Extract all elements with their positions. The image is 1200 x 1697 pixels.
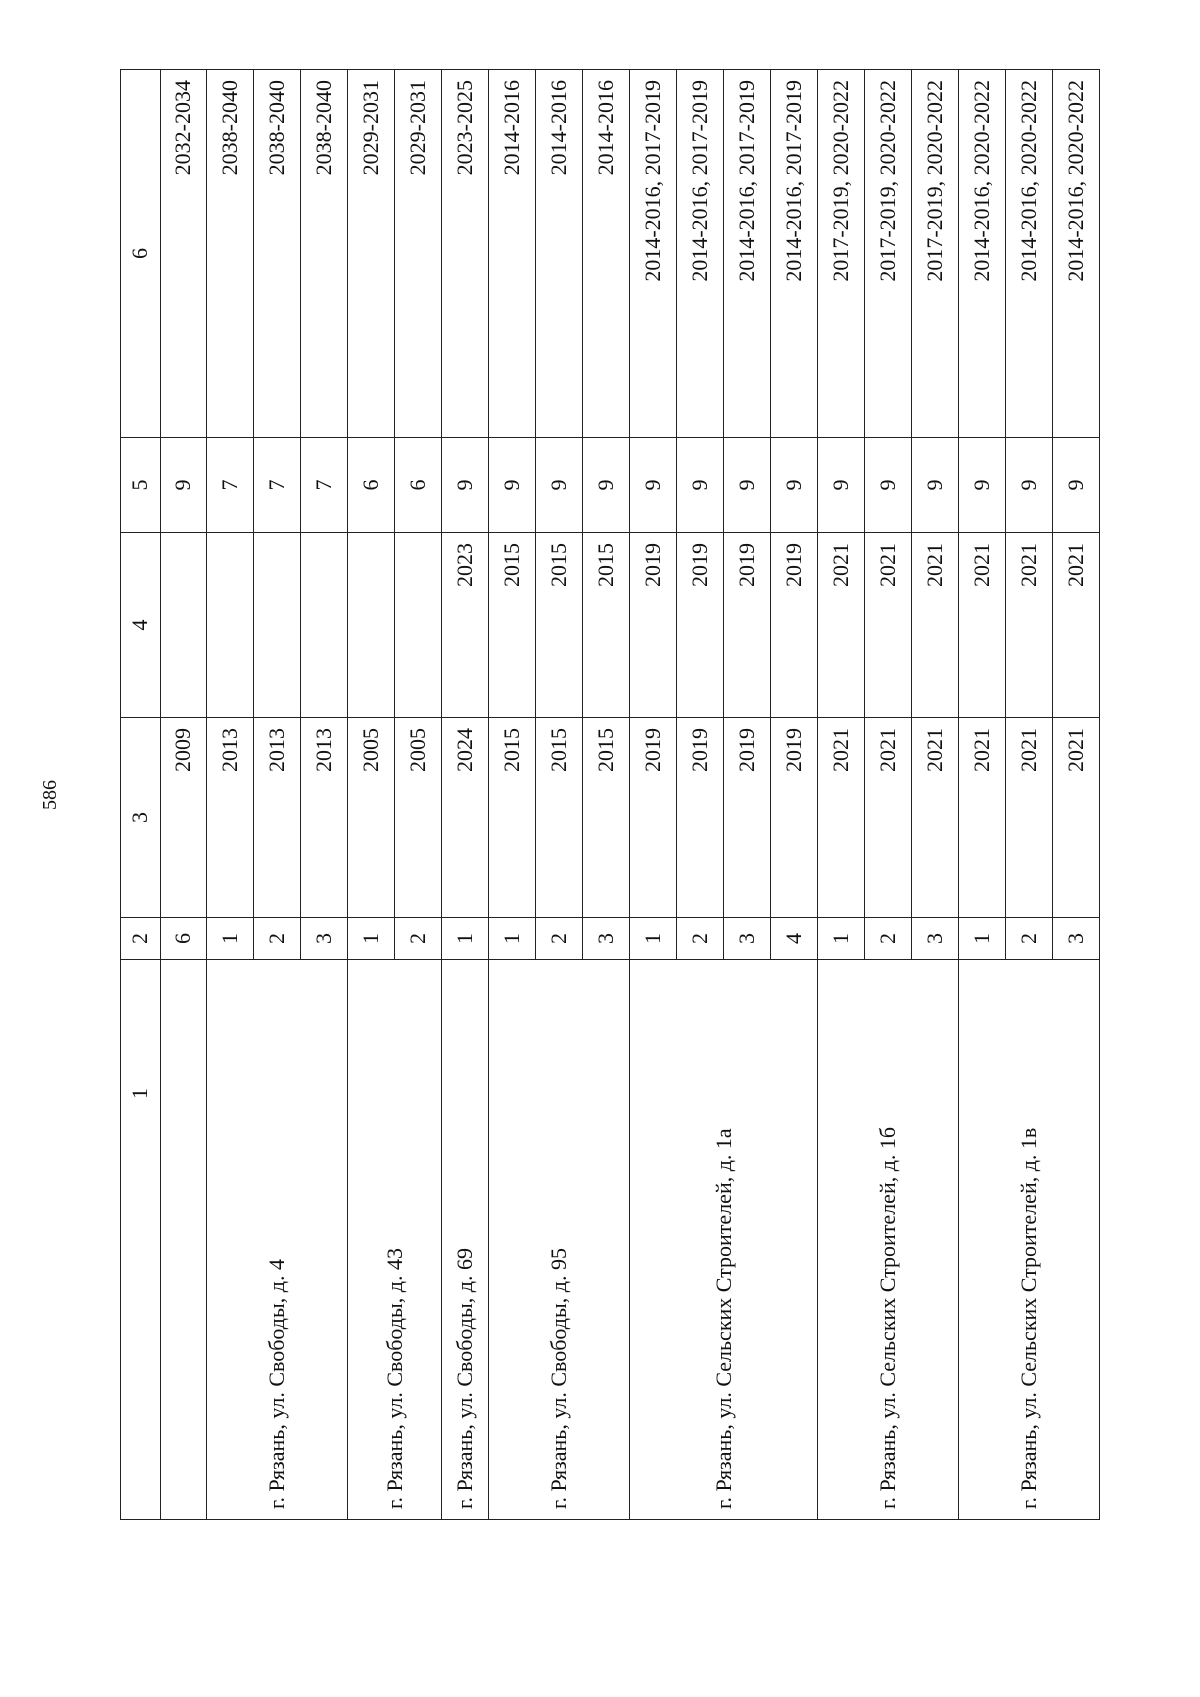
col-5-cell: 9	[1052, 438, 1099, 533]
col-5-cell: 6	[395, 438, 442, 533]
year-col-4-cell: 2021	[912, 533, 959, 718]
element-number-cell: 1	[630, 918, 677, 960]
header-col-2: 2	[121, 918, 161, 960]
document-table	[120, 69, 1100, 1520]
col-5-cell: 9	[1005, 438, 1052, 533]
table-body	[121, 70, 1100, 1520]
year-col-3-cell: 2021	[1052, 718, 1099, 918]
col-5-cell: 9	[912, 438, 959, 533]
col-5-cell: 9	[818, 438, 865, 533]
col-5-cell: 9	[442, 438, 489, 533]
element-number-cell: 2	[254, 918, 301, 960]
year-col-3-cell: 2015	[536, 718, 583, 918]
element-number-cell: 1	[207, 918, 254, 960]
header-col-5: 5	[121, 438, 161, 533]
table-row	[489, 70, 536, 1520]
period-cell: 2038-2040	[301, 70, 348, 438]
address-cell: г. Рязань, ул. Сельских Строителей, д. 1б	[818, 960, 959, 1520]
year-col-4-cell: 2019	[630, 533, 677, 718]
element-number-cell: 2	[1005, 918, 1052, 960]
period-cell: 2014-2016, 2017-2019	[771, 70, 818, 438]
header-col-6: 6	[121, 70, 161, 438]
element-number-cell: 3	[724, 918, 771, 960]
year-col-3-cell: 2019	[677, 718, 724, 918]
year-col-4-cell	[160, 533, 207, 718]
header-row	[121, 70, 161, 1520]
period-cell: 2029-2031	[348, 70, 395, 438]
period-cell: 2014-2016, 2020-2022	[958, 70, 1005, 438]
address-cell: г. Рязань, ул. Сельских Строителей, д. 1в	[958, 960, 1099, 1520]
table-row	[348, 70, 395, 1520]
col-5-cell: 9	[630, 438, 677, 533]
table-row	[958, 70, 1005, 1520]
col-5-cell: 9	[536, 438, 583, 533]
element-number-cell: 1	[489, 918, 536, 960]
header-col-1: 1	[121, 960, 161, 1520]
period-cell: 2023-2025	[442, 70, 489, 438]
col-5-cell: 9	[489, 438, 536, 533]
element-number-cell: 6	[160, 918, 207, 960]
period-cell: 2014-2016	[536, 70, 583, 438]
period-cell: 2038-2040	[254, 70, 301, 438]
period-cell: 2014-2016, 2017-2019	[677, 70, 724, 438]
col-5-cell: 9	[583, 438, 630, 533]
year-col-3-cell: 2021	[818, 718, 865, 918]
col-5-cell: 9	[865, 438, 912, 533]
year-col-3-cell: 2021	[865, 718, 912, 918]
element-number-cell: 1	[818, 918, 865, 960]
year-col-3-cell: 2021	[912, 718, 959, 918]
address-cell: г. Рязань, ул. Свободы, д. 4	[207, 960, 348, 1520]
period-cell: 2014-2016, 2017-2019	[630, 70, 677, 438]
element-number-cell: 1	[958, 918, 1005, 960]
year-col-4-cell	[207, 533, 254, 718]
col-5-cell: 9	[160, 438, 207, 533]
element-number-cell: 2	[677, 918, 724, 960]
period-cell: 2032-2034	[160, 70, 207, 438]
address-cell: г. Рязань, ул. Свободы, д. 69	[442, 960, 489, 1520]
element-number-cell: 2	[865, 918, 912, 960]
year-col-4-cell: 2019	[771, 533, 818, 718]
period-cell: 2014-2016	[583, 70, 630, 438]
year-col-3-cell: 2005	[395, 718, 442, 918]
element-number-cell: 2	[395, 918, 442, 960]
table-row	[442, 70, 489, 1520]
year-col-3-cell: 2021	[958, 718, 1005, 918]
year-col-3-cell: 2019	[630, 718, 677, 918]
year-col-3-cell: 2015	[489, 718, 536, 918]
col-5-cell: 7	[207, 438, 254, 533]
page-number: 586	[39, 780, 61, 810]
year-col-4-cell: 2021	[1052, 533, 1099, 718]
element-number-cell: 1	[348, 918, 395, 960]
element-number-cell: 1	[442, 918, 489, 960]
col-5-cell: 9	[724, 438, 771, 533]
header-col-4: 4	[121, 533, 161, 718]
period-cell: 2029-2031	[395, 70, 442, 438]
address-cell: г. Рязань, ул. Свободы, д. 95	[489, 960, 630, 1520]
address-cell	[160, 960, 207, 1520]
year-col-4-cell: 2023	[442, 533, 489, 718]
year-col-4-cell: 2021	[958, 533, 1005, 718]
col-5-cell: 6	[348, 438, 395, 533]
year-col-4-cell	[254, 533, 301, 718]
year-col-3-cell: 2013	[254, 718, 301, 918]
element-number-cell: 3	[301, 918, 348, 960]
year-col-3-cell: 2015	[583, 718, 630, 918]
year-col-4-cell: 2015	[583, 533, 630, 718]
year-col-3-cell: 2024	[442, 718, 489, 918]
year-col-4-cell	[301, 533, 348, 718]
table-row	[207, 70, 254, 1520]
year-col-3-cell: 2013	[207, 718, 254, 918]
period-cell: 2014-2016, 2020-2022	[1005, 70, 1052, 438]
period-cell: 2038-2040	[207, 70, 254, 438]
year-col-3-cell: 2019	[771, 718, 818, 918]
year-col-4-cell: 2021	[818, 533, 865, 718]
address-cell: г. Рязань, ул. Свободы, д. 43	[348, 960, 442, 1520]
period-cell: 2014-2016, 2017-2019	[724, 70, 771, 438]
col-5-cell: 7	[254, 438, 301, 533]
col-5-cell: 9	[771, 438, 818, 533]
year-col-4-cell: 2015	[536, 533, 583, 718]
year-col-3-cell: 2021	[1005, 718, 1052, 918]
year-col-4-cell: 2021	[865, 533, 912, 718]
year-col-3-cell: 2013	[301, 718, 348, 918]
col-5-cell: 7	[301, 438, 348, 533]
element-number-cell: 3	[583, 918, 630, 960]
year-col-4-cell: 2015	[489, 533, 536, 718]
period-cell: 2014-2016, 2020-2022	[1052, 70, 1099, 438]
year-col-4-cell: 2019	[724, 533, 771, 718]
col-5-cell: 9	[677, 438, 724, 533]
table-row	[630, 70, 677, 1520]
year-col-4-cell	[348, 533, 395, 718]
period-cell: 2017-2019, 2020-2022	[818, 70, 865, 438]
period-cell: 2017-2019, 2020-2022	[912, 70, 959, 438]
year-col-4-cell: 2021	[1005, 533, 1052, 718]
period-cell: 2014-2016	[489, 70, 536, 438]
element-number-cell: 3	[1052, 918, 1099, 960]
table-container	[120, 70, 1100, 1520]
table-row	[818, 70, 865, 1520]
period-cell: 2017-2019, 2020-2022	[865, 70, 912, 438]
rotated-table-frame	[120, 70, 1100, 1520]
element-number-cell: 4	[771, 918, 818, 960]
header-col-3: 3	[121, 718, 161, 918]
year-col-3-cell: 2019	[724, 718, 771, 918]
year-col-4-cell: 2019	[677, 533, 724, 718]
element-number-cell: 3	[912, 918, 959, 960]
year-col-3-cell: 2009	[160, 718, 207, 918]
element-number-cell: 2	[536, 918, 583, 960]
year-col-3-cell: 2005	[348, 718, 395, 918]
table-row	[160, 70, 207, 1520]
address-cell: г. Рязань, ул. Сельских Строителей, д. 1а	[630, 960, 818, 1520]
col-5-cell: 9	[958, 438, 1005, 533]
year-col-4-cell	[395, 533, 442, 718]
